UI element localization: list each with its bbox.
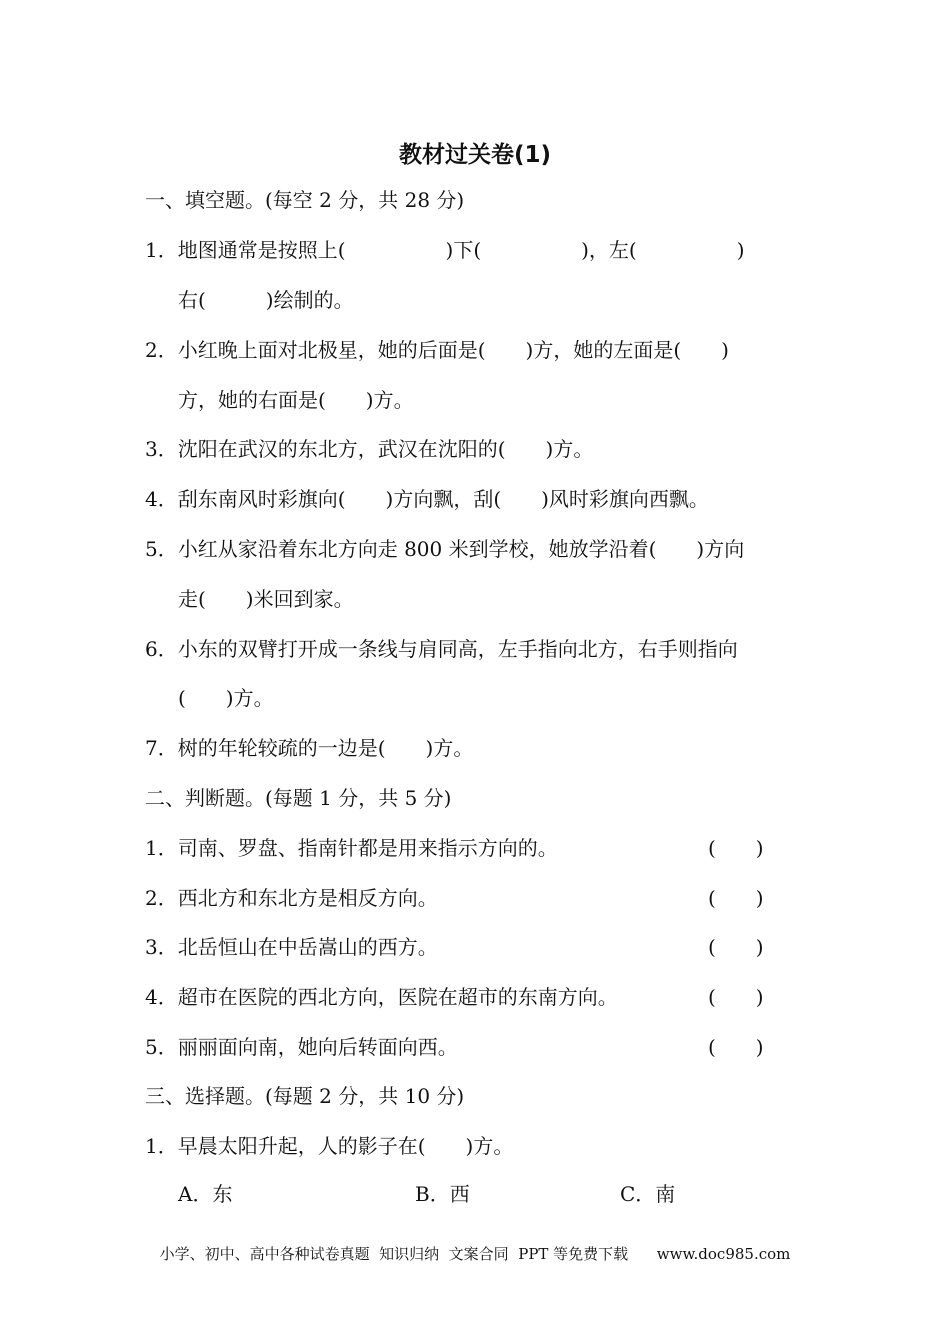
judge-item: 2．西北方和东北方是相反方向。 bbox=[145, 886, 438, 910]
section-heading: 二、判断题。(每题 1 分，共 5 分) bbox=[145, 786, 452, 810]
answer-blank: ( ) bbox=[708, 935, 764, 959]
question-3: 3．沈阳在武汉的东北方，武汉在沈阳的( )方。 bbox=[145, 437, 594, 461]
question-5: 5．小红从家沿着东北方向走 800 米到学校，她放学沿着( )方向 bbox=[145, 537, 745, 561]
footer-text: 小学、初中、高中各种试卷真题 知识归纳 文案合同 PPT 等免费下载 www.doc985.com bbox=[159, 1245, 791, 1263]
section-heading: 三、选择题。(每题 2 分，共 10 分) bbox=[145, 1084, 465, 1108]
page-title: 教材过关卷(1) bbox=[398, 142, 552, 168]
option-c: C．南 bbox=[620, 1182, 676, 1206]
question-5-continued: 走( )米回到家。 bbox=[178, 587, 354, 611]
judge-item: 5．丽丽面向南，她向后转面向西。 bbox=[145, 1035, 458, 1059]
judge-item: 3．北岳恒山在中岳嵩山的西方。 bbox=[145, 935, 438, 959]
question-7: 7．树的年轮较疏的一边是( )方。 bbox=[145, 736, 474, 760]
option-a: A．东 bbox=[178, 1182, 233, 1206]
question-1-continued: 右( )绘制的。 bbox=[178, 288, 354, 312]
choice-question-1: 1．早晨太阳升起，人的影子在( )方。 bbox=[145, 1134, 514, 1158]
answer-blank: ( ) bbox=[708, 985, 764, 1009]
answer-blank: ( ) bbox=[708, 836, 764, 860]
judge-item: 4．超市在医院的西北方向，医院在超市的东南方向。 bbox=[145, 985, 618, 1009]
question-6-continued: ( )方。 bbox=[178, 686, 274, 710]
answer-blank: ( ) bbox=[708, 886, 764, 910]
question-4: 4．刮东南风时彩旗向( )方向飘，刮( )风时彩旗向西飘。 bbox=[145, 487, 709, 511]
question-1: 1．地图通常是按照上( )下( )，左( ) bbox=[145, 238, 745, 262]
section-heading: 一、填空题。(每空 2 分，共 28 分) bbox=[145, 188, 465, 212]
answer-blank: ( ) bbox=[708, 1035, 764, 1059]
question-2-continued: 方，她的右面是( )方。 bbox=[178, 388, 414, 412]
question-6: 6．小东的双臂打开成一条线与肩同高，左手指向北方，右手则指向 bbox=[145, 637, 738, 661]
question-2: 2．小红晚上面对北极星，她的后面是( )方，她的左面是( ) bbox=[145, 338, 729, 362]
judge-item: 1．司南、罗盘、指南针都是用来指示方向的。 bbox=[145, 836, 558, 860]
option-b: B．西 bbox=[415, 1182, 470, 1206]
